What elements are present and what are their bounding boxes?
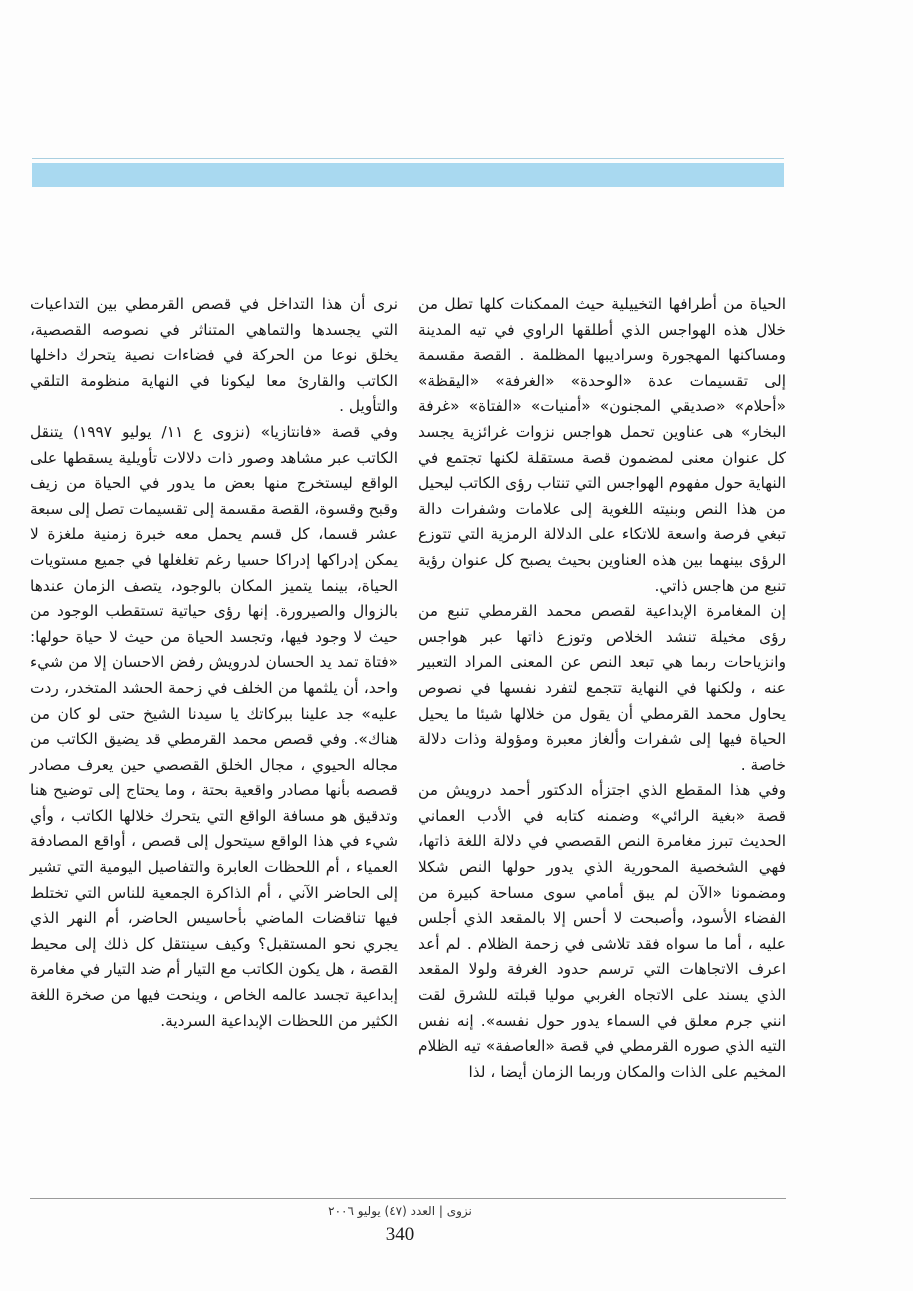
header-rule <box>32 158 784 159</box>
paragraph: وفي قصة «فانتازيا» (نزوى ع ١١/ يوليو ١٩٩٧) يتنقل الكاتب عبر مشاهد وصور ذات دلالات تأويلية يسقطها على الواقع ليستخرج منها بعض ما يدور في الحياة من زيف وقبح وقسوة، القصة مقسمة إلى تقسيمات تصل إلى سبعة عشر قسما، كل قسم يحمل معه خبرة زمنية ملغزة لا يمكن إدراكها إدراكا حسيا رغم تغلغلها في جميع مستويات الحياة، بينما يتميز المكان بالوجود، يتصف الزمان عندها بالزوال والصيرورة. إنها رؤى حياتية تستقطب الوجود من حيث لا وجود فيها، وتجسد الحياة من حيث لا حياة حولها: «فتاة تمد يد الحسان لدرويش رفض الاحسان إلا من شيء واحد، أن يلثمها من الخلف في زحمة الحشد المتخدر، ردت عليه» جد علينا ببركاتك يا سيدنا الشيخ حتى لو كان من هناك». وفي قصص محمد القرمطي قد يضيق الكاتب من مجاله الحيوي ، مجال الخلق القصصي حين يعرف مصادر قصصه بأنها مصادر واقعية بحتة ، وما يحتاج إلى توضيح هنا وتدقيق هو مسافة الواقع التي يتحرك خلالها الكاتب ، وأي شيء في هذا الواقع سيتحول إلى قصص ، أواقع المصادفة العمياء ، أم اللحظات العابرة والتفاصيل اليومية التي تشير إلى الحاضر الآني ، أم الذاكرة الجمعية للناس التي تختلط فيها تناقضات الماضي بأحاسيس الحاضر، أم النهر الذي يجري نحو المستقبل؟ وكيف سينتقل كل ذلك إلى محيط القصة ، هل يكون الكاتب مع التيار أم ضد التيار في مغامرة إبداعية تجسد عالمه الخاص ، وينحت فيها من صخرة اللغة الكثير من اللحظات الإبداعية السردية. <box>30 422 398 1030</box>
footer-issue-line: نزوى | العدد (٤٧) يوليو ٢٠٠٦ <box>328 1204 472 1218</box>
paragraph: إن المغامرة الإبداعية لقصص محمد القرمطي تنبع من رؤى مخيلة تنشد الخلاص وتوزع ذاتها عبر هواجس وانزياحات ربما هي تبعد النص عن المعنى المراد التعبير عنه ، ولكنها في النهاية تتجمع لتفرد نفسها في نصوص يحاول محمد القرمطي أن يقول من خلالها شيئا ما يحيل الحياة فيها إلى شفرات وألغاز معبرة ومؤولة وذات دلالة خاصة . <box>418 602 786 774</box>
paragraph: الحياة من أطرافها التخييلية حيث الممكنات كلها تطل من خلال هذه الهواجس الذي أطلقها الراوي في تيه المدينة ومساكنها المهجورة وسراديبها المظلمة . القصة مقسمة إلى تقسيمات عدة «الوحدة» «الغرفة» «اليقظة» «أحلام» «صديقي المجنون» «أمنيات» «الفتاة» «غرفة البخار» هى عناوين تحمل هواجس نزوات غرائزية يجسد كل عنوان معنى لمضمون قصة مستقلة لكنها تجتمع في النهاية حول مفهوم الهواجس التي تنتاب رؤى الكاتب ليحيل من هذا النص وبنيته اللغوية إلى علامات وشفرات دالة تبغي فرصة واسعة للاتكاء على الدلالة الرمزية التي تتوزع الرؤى بينهما بين هذه العناوين بحيث يصبح كل عنوان رؤية تنبع من هاجس ذاتي. <box>418 295 786 595</box>
paragraph: وفي هذا المقطع الذي اجتزأه الدكتور أحمد درويش من قصة «بغية الرائي» وضمنه كتابه في الأدب العماني الحديث تبرز مغامرة النص القصصي في دلالة اللغة ذاتها، فهي الشخصية المحورية الذي يدور حولها النص شكلا ومضمونا «الآن لم يبق أمامي سوى مساحة كبيرة من الفضاء الأسود، وأصبحت لا أحس إلا بالمقعد الذي أجلس عليه ، أما ما سواه فقد تلاشى في زحمة الظلام . لم أعد اعرف الاتجاهات التي ترسم حدود الغرفة ولولا المقعد الذي يسند على الاتجاه الغربي موليا قبلته للشرق لقت انني جرم معلق في السماء يدور حول نفسه». إنه نفس التيه الذي صوره القرمطي في قصة «العاصفة» تيه الظلام المخيم على الذات والمكان وربما الزمان أيضا ، لذا <box>418 781 786 1081</box>
paragraph: نرى أن هذا التداخل في قصص القرمطي بين التداعيات التي يجسدها والتماهي المتناثر في نصوصه القصصية، يخلق نوعا من الحركة في فضاءات نصية يتحرك داخلها الكاتب والقارئ معا ليكونا في النهاية منظومة التلقي والتأويل . <box>30 295 398 416</box>
text-column-left <box>30 292 398 1034</box>
footer-rule <box>30 1198 786 1199</box>
text-column-right <box>418 292 786 1085</box>
page-number: 340 <box>385 1224 415 1245</box>
header-color-band <box>32 163 784 187</box>
